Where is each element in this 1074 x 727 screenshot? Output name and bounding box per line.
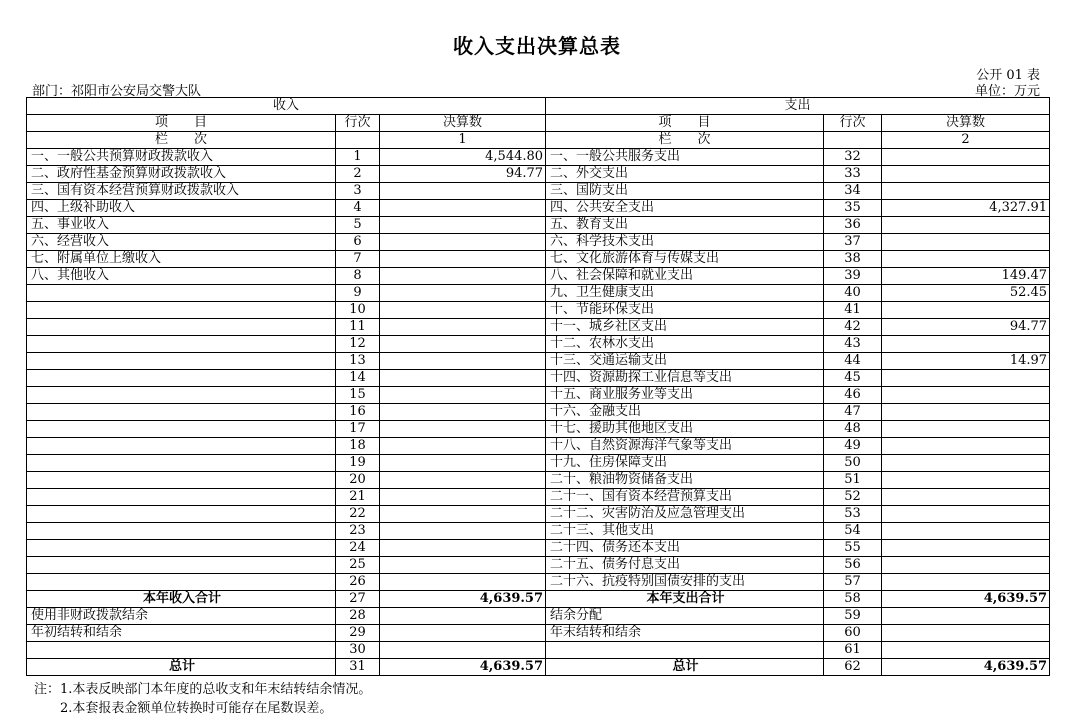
income-amount: 4,639.57	[380, 659, 546, 676]
income-item	[27, 302, 336, 319]
expense-item-header: 项 目	[546, 115, 824, 132]
income-amount	[380, 506, 546, 523]
table-row	[27, 472, 1050, 489]
expense-amount-header: 决算数	[882, 115, 1050, 132]
expense-amount: 4,639.57	[882, 591, 1050, 608]
income-row-no: 26	[336, 574, 380, 591]
expense-row-no: 42	[824, 319, 882, 336]
income-amount-header: 决算数	[380, 115, 546, 132]
income-row-no: 7	[336, 251, 380, 268]
income-amount	[380, 370, 546, 387]
table-row	[27, 642, 1050, 659]
expense-item: 三、国防支出	[546, 183, 824, 200]
income-amount	[380, 438, 546, 455]
income-row-no: 27	[336, 591, 380, 608]
expense-row-no: 58	[824, 591, 882, 608]
expense-item: 二十三、其他支出	[546, 523, 824, 540]
total-row	[27, 659, 1050, 676]
income-amount	[380, 336, 546, 353]
income-item	[27, 421, 336, 438]
income-row-no: 19	[336, 455, 380, 472]
income-row-no: 17	[336, 421, 380, 438]
expense-item: 二十一、国有资本经营预算支出	[546, 489, 824, 506]
income-row-no: 30	[336, 642, 380, 659]
expense-row-no: 55	[824, 540, 882, 557]
income-amount	[380, 404, 546, 421]
expense-amount: 4,639.57	[882, 659, 1050, 676]
expense-amount	[882, 455, 1050, 472]
summary-table	[26, 97, 1050, 676]
income-amount	[380, 251, 546, 268]
income-item	[27, 285, 336, 302]
income-item	[27, 404, 336, 421]
income-item	[27, 336, 336, 353]
expense-item	[546, 642, 824, 659]
expense-header: 支出	[546, 98, 1050, 115]
page-title: 收入支出决算总表	[453, 34, 621, 58]
expense-amount	[882, 523, 1050, 540]
income-amount	[380, 285, 546, 302]
income-amount	[380, 319, 546, 336]
income-row-no: 13	[336, 353, 380, 370]
income-amount	[380, 574, 546, 591]
department-label: 部门：祁阳市公安局交警大队	[32, 84, 202, 99]
table-row	[27, 438, 1050, 455]
table-row	[27, 387, 1050, 404]
expense-item: 十八、自然资源海洋气象等支出	[546, 438, 824, 455]
income-row-no: 5	[336, 217, 380, 234]
expense-row-no: 44	[824, 353, 882, 370]
expense-amount	[882, 234, 1050, 251]
table-row	[27, 217, 1050, 234]
income-amount: 4,639.57	[380, 591, 546, 608]
income-item	[27, 574, 336, 591]
table-row	[27, 421, 1050, 438]
expense-item: 总计	[546, 659, 824, 676]
income-item: 四、上级补助收入	[27, 200, 336, 217]
income-row-no: 31	[336, 659, 380, 676]
table-row	[27, 489, 1050, 506]
income-item	[27, 387, 336, 404]
expense-row-no: 49	[824, 438, 882, 455]
income-item: 三、国有资本经营预算财政拨款收入	[27, 183, 336, 200]
expense-item: 本年支出合计	[546, 591, 824, 608]
income-row-no: 22	[336, 506, 380, 523]
income-row-no: 10	[336, 302, 380, 319]
expense-amount	[882, 183, 1050, 200]
income-column-index: 1	[380, 132, 546, 149]
column-index-row	[27, 132, 1050, 149]
income-amount	[380, 625, 546, 642]
expense-amount	[882, 489, 1050, 506]
expense-amount	[882, 574, 1050, 591]
expense-item: 十四、资源勘探工业信息等支出	[546, 370, 824, 387]
note-1: 注：1.本表反映部门本年度的总收支和年末结转结余情况。	[34, 682, 372, 697]
expense-item: 四、公共安全支出	[546, 200, 824, 217]
expense-amount: 4,327.91	[882, 200, 1050, 217]
income-row-no: 21	[336, 489, 380, 506]
income-item: 六、经营收入	[27, 234, 336, 251]
expense-item: 七、文化旅游体育与传媒支出	[546, 251, 824, 268]
expense-row-no: 56	[824, 557, 882, 574]
income-column-label: 栏 次	[27, 132, 336, 149]
income-row-no: 3	[336, 183, 380, 200]
income-item: 二、政府性基金预算财政拨款收入	[27, 166, 336, 183]
income-item: 年初结转和结余	[27, 625, 336, 642]
income-amount	[380, 523, 546, 540]
section-header-row	[27, 98, 1050, 115]
income-amount	[380, 557, 546, 574]
expense-row-no: 45	[824, 370, 882, 387]
expense-row-no: 62	[824, 659, 882, 676]
unit-label: 单位：万元	[974, 84, 1040, 99]
income-item	[27, 540, 336, 557]
subtotal-row	[27, 591, 1050, 608]
expense-amount	[882, 166, 1050, 183]
expense-row-no: 34	[824, 183, 882, 200]
income-amount	[380, 489, 546, 506]
expense-row-no: 47	[824, 404, 882, 421]
expense-amount	[882, 370, 1050, 387]
expense-amount	[882, 608, 1050, 625]
income-amount	[380, 387, 546, 404]
income-item: 七、附属单位上缴收入	[27, 251, 336, 268]
table-row	[27, 608, 1050, 625]
expense-row-no: 52	[824, 489, 882, 506]
table-row	[27, 540, 1050, 557]
table-row	[27, 557, 1050, 574]
expense-item: 二十四、债务还本支出	[546, 540, 824, 557]
income-amount	[380, 608, 546, 625]
income-row-no: 18	[336, 438, 380, 455]
table-row	[27, 353, 1050, 370]
income-amount	[380, 200, 546, 217]
income-amount: 4,544.80	[380, 149, 546, 166]
expense-row-no: 54	[824, 523, 882, 540]
expense-amount	[882, 302, 1050, 319]
expense-item: 二十二、灾害防治及应急管理支出	[546, 506, 824, 523]
expense-item: 十五、商业服务业等支出	[546, 387, 824, 404]
expense-row-no: 57	[824, 574, 882, 591]
note-2: 2.本套报表金额单位转换时可能存在尾数误差。	[60, 701, 333, 716]
income-amount	[380, 421, 546, 438]
table-row	[27, 166, 1050, 183]
expense-amount	[882, 336, 1050, 353]
expense-item: 十三、交通运输支出	[546, 353, 824, 370]
expense-amount	[882, 149, 1050, 166]
table-row	[27, 319, 1050, 336]
expense-row-no: 53	[824, 506, 882, 523]
income-item	[27, 370, 336, 387]
income-row-no: 29	[336, 625, 380, 642]
table-row	[27, 523, 1050, 540]
expense-row-no: 61	[824, 642, 882, 659]
expense-row-no: 38	[824, 251, 882, 268]
table-row	[27, 370, 1050, 387]
column-header-row	[27, 115, 1050, 132]
expense-item: 十六、金融支出	[546, 404, 824, 421]
income-amount	[380, 455, 546, 472]
expense-item: 二十六、抗疫特别国债安排的支出	[546, 574, 824, 591]
table-row	[27, 625, 1050, 642]
expense-amount	[882, 421, 1050, 438]
table-row	[27, 404, 1050, 421]
expense-amount: 149.47	[882, 268, 1050, 285]
expense-row-no: 48	[824, 421, 882, 438]
income-row-no: 1	[336, 149, 380, 166]
empty-cell	[824, 132, 882, 149]
expense-row-no: 32	[824, 149, 882, 166]
expense-item: 六、科学技术支出	[546, 234, 824, 251]
income-row-no: 16	[336, 404, 380, 421]
income-item	[27, 523, 336, 540]
expense-row-no: 33	[824, 166, 882, 183]
income-amount	[380, 472, 546, 489]
income-header: 收入	[27, 98, 546, 115]
table-row	[27, 336, 1050, 353]
income-item: 总计	[27, 659, 336, 676]
income-amount	[380, 540, 546, 557]
expense-amount	[882, 506, 1050, 523]
expense-row-no: 50	[824, 455, 882, 472]
income-amount	[380, 217, 546, 234]
income-row-no: 11	[336, 319, 380, 336]
expense-row-no: 51	[824, 472, 882, 489]
expense-item: 九、卫生健康支出	[546, 285, 824, 302]
income-item: 一、一般公共预算财政拨款收入	[27, 149, 336, 166]
income-item	[27, 642, 336, 659]
table-row	[27, 200, 1050, 217]
table-row	[27, 455, 1050, 472]
expense-item: 二、外交支出	[546, 166, 824, 183]
income-item-header: 项 目	[27, 115, 336, 132]
table-row	[27, 302, 1050, 319]
income-rowno-header: 行次	[336, 115, 380, 132]
expense-row-no: 60	[824, 625, 882, 642]
expense-amount	[882, 472, 1050, 489]
table-row	[27, 285, 1050, 302]
income-item: 五、事业收入	[27, 217, 336, 234]
empty-cell	[336, 132, 380, 149]
income-row-no: 28	[336, 608, 380, 625]
income-amount	[380, 183, 546, 200]
income-amount	[380, 302, 546, 319]
income-row-no: 12	[336, 336, 380, 353]
income-item	[27, 489, 336, 506]
expense-amount: 52.45	[882, 285, 1050, 302]
table-row	[27, 234, 1050, 251]
expense-row-no: 43	[824, 336, 882, 353]
expense-item: 结余分配	[546, 608, 824, 625]
income-row-no: 6	[336, 234, 380, 251]
table-row	[27, 183, 1050, 200]
expense-item: 十一、城乡社区支出	[546, 319, 824, 336]
income-row-no: 15	[336, 387, 380, 404]
expense-amount	[882, 642, 1050, 659]
expense-item: 年末结转和结余	[546, 625, 824, 642]
income-row-no: 4	[336, 200, 380, 217]
income-item	[27, 353, 336, 370]
expense-row-no: 35	[824, 200, 882, 217]
table-row	[27, 506, 1050, 523]
expense-item: 十七、援助其他地区支出	[546, 421, 824, 438]
table-row	[27, 251, 1050, 268]
expense-amount	[882, 217, 1050, 234]
expense-item: 一、一般公共服务支出	[546, 149, 824, 166]
income-row-no: 20	[336, 472, 380, 489]
income-amount	[380, 234, 546, 251]
expense-item: 十九、住房保障支出	[546, 455, 824, 472]
expense-amount	[882, 540, 1050, 557]
expense-amount	[882, 557, 1050, 574]
form-number: 公开 01 表	[976, 68, 1040, 83]
income-amount	[380, 353, 546, 370]
expense-item: 二十五、债务付息支出	[546, 557, 824, 574]
income-item: 八、其他收入	[27, 268, 336, 285]
expense-item: 五、教育支出	[546, 217, 824, 234]
expense-row-no: 36	[824, 217, 882, 234]
expense-row-no: 39	[824, 268, 882, 285]
table-row	[27, 268, 1050, 285]
expense-item: 十、节能环保支出	[546, 302, 824, 319]
income-row-no: 8	[336, 268, 380, 285]
income-item: 本年收入合计	[27, 591, 336, 608]
income-amount	[380, 268, 546, 285]
income-item	[27, 506, 336, 523]
expense-row-no: 37	[824, 234, 882, 251]
income-amount	[380, 642, 546, 659]
expense-row-no: 40	[824, 285, 882, 302]
income-row-no: 9	[336, 285, 380, 302]
expense-amount	[882, 625, 1050, 642]
income-row-no: 2	[336, 166, 380, 183]
income-item	[27, 455, 336, 472]
table-row	[27, 574, 1050, 591]
expense-row-no: 59	[824, 608, 882, 625]
income-row-no: 25	[336, 557, 380, 574]
expense-row-no: 41	[824, 302, 882, 319]
expense-amount: 94.77	[882, 319, 1050, 336]
expense-column-label: 栏 次	[546, 132, 824, 149]
income-item: 使用非财政拨款结余	[27, 608, 336, 625]
income-item	[27, 319, 336, 336]
income-item	[27, 438, 336, 455]
expense-rowno-header: 行次	[824, 115, 882, 132]
income-amount: 94.77	[380, 166, 546, 183]
expense-item: 八、社会保障和就业支出	[546, 268, 824, 285]
expense-amount	[882, 251, 1050, 268]
expense-amount	[882, 387, 1050, 404]
income-row-no: 14	[336, 370, 380, 387]
expense-amount	[882, 438, 1050, 455]
expense-item: 十二、农林水支出	[546, 336, 824, 353]
income-item	[27, 557, 336, 574]
income-row-no: 24	[336, 540, 380, 557]
expense-amount	[882, 404, 1050, 421]
expense-row-no: 46	[824, 387, 882, 404]
expense-amount: 14.97	[882, 353, 1050, 370]
income-item	[27, 472, 336, 489]
table-row	[27, 149, 1050, 166]
expense-item: 二十、粮油物资储备支出	[546, 472, 824, 489]
expense-column-index: 2	[882, 132, 1050, 149]
income-row-no: 23	[336, 523, 380, 540]
